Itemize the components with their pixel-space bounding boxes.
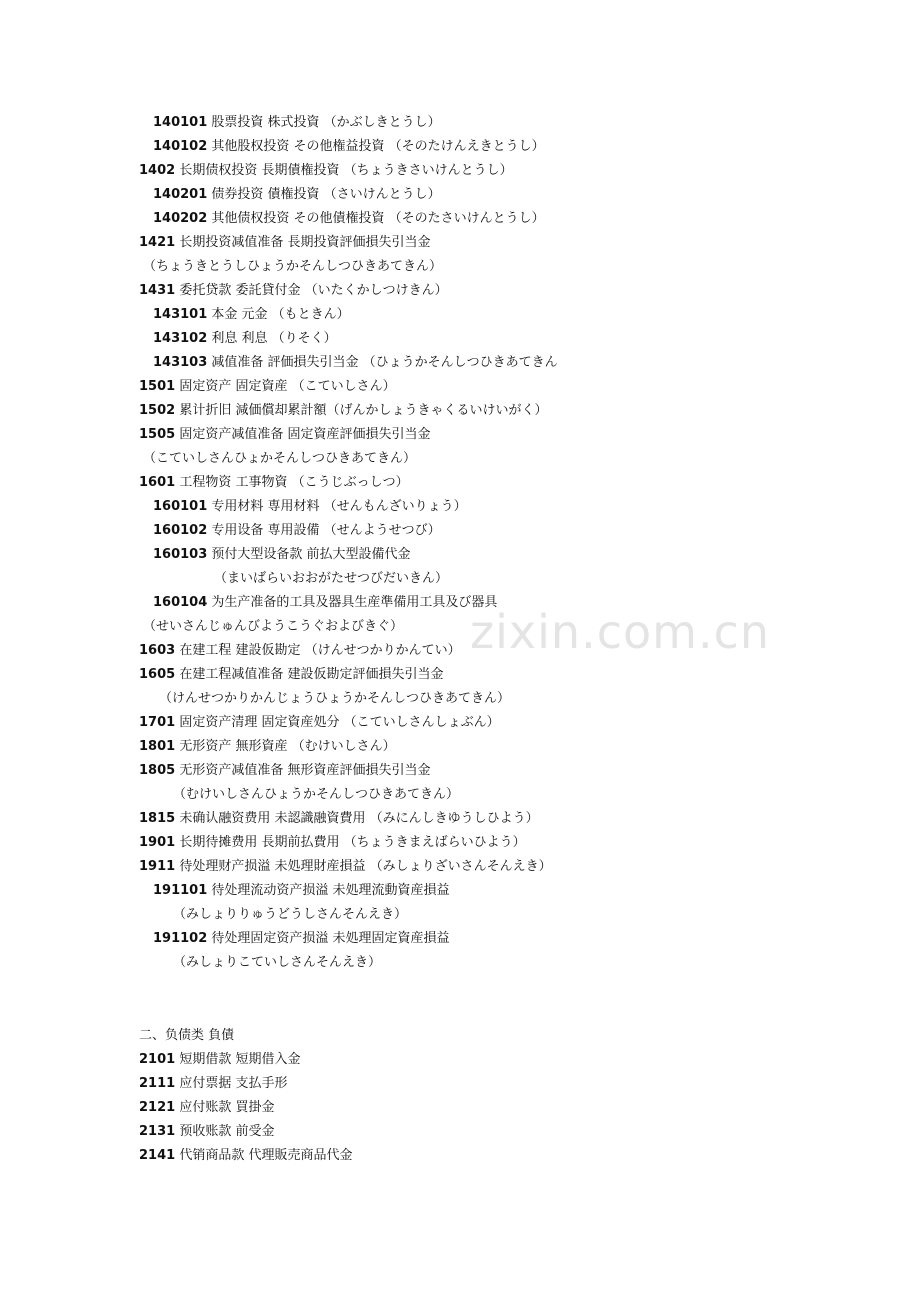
account-line-2101 (139, 1049, 300, 1071)
account-code: 2141 (139, 1148, 176, 1163)
account-text: 债券投资 債権投資 （さいけんとうし） (207, 187, 441, 202)
account-text: 利息 利息 （りそく） (207, 331, 337, 346)
account-code: 143101 (153, 307, 208, 322)
account-line-1701 (139, 712, 500, 734)
account-text: 其他股权投资 その他権益投資 （そのたけんえきとうし） (207, 139, 545, 154)
account-text: 为生产准备的工具及器具生産準備用工具及び器具 (207, 595, 498, 610)
account-code: 1911 (139, 859, 176, 874)
account-text: 其他债权投资 その他債権投資 （そのたさいけんとうし） (207, 211, 545, 226)
account-text: 固定资产 固定資産 （こていしさん） (175, 379, 396, 394)
account-code: 140101 (153, 115, 208, 130)
reading-line (159, 688, 510, 710)
account-code: 1801 (139, 739, 176, 754)
account-code: 2121 (139, 1100, 176, 1115)
reading-text: （みしょりこていしさんそんえき） (173, 955, 382, 970)
account-text: 待处理流动资产损溢 未処理流動資産損益 (207, 883, 450, 898)
account-line-160101 (153, 496, 467, 518)
account-text: 代销商品款 代理販売商品代金 (175, 1148, 353, 1163)
account-code: 160101 (153, 499, 208, 514)
account-line-191102 (153, 928, 450, 950)
watermark: zixin.com.cn (470, 605, 771, 659)
account-line-140201 (153, 184, 441, 206)
account-text: 减值准备 評価損失引当金 （ひょうかそんしつひきあてきん (207, 355, 558, 370)
account-text: 长期投资减值准备 長期投資評価損失引当金 (175, 235, 431, 250)
account-code: 160102 (153, 523, 208, 538)
account-line-1605 (139, 664, 443, 686)
account-code: 2131 (139, 1124, 176, 1139)
account-text: 预付大型设备款 前払大型設備代金 (207, 547, 411, 562)
account-text: 专用设备 専用設備 （せんようせつび） (207, 523, 441, 538)
account-code: 1701 (139, 715, 176, 730)
account-line-1502 (139, 400, 547, 422)
account-code: 1605 (139, 667, 176, 682)
account-text: 本金 元金 （もときん） (207, 307, 350, 322)
account-code: 1805 (139, 763, 176, 778)
account-code: 191102 (153, 931, 208, 946)
account-text: 累计折旧 減価償却累計額（げんかしょうきゃくるいけいがく） (175, 403, 548, 418)
account-line-143101 (153, 304, 350, 326)
account-text: 股票投資 株式投資 （かぶしきとうし） (207, 115, 441, 130)
section-title-text: 二、负债类 負債 (139, 1028, 235, 1043)
account-line-1801 (139, 736, 396, 758)
reading-line (173, 904, 407, 926)
account-text: 未确认融资费用 未認識融資費用 （みにんしきゆうしひよう） (175, 811, 539, 826)
account-code: 143103 (153, 355, 208, 370)
account-text: 固定资产减值准备 固定資産評価損失引当金 (175, 427, 431, 442)
account-text: 在建工程 建設仮勘定 （けんせつかりかんてい） (175, 643, 461, 658)
account-code: 160103 (153, 547, 208, 562)
reading-text: （こていしさんひょかそんしつひきあてきん） (143, 451, 417, 466)
account-code: 2111 (139, 1076, 176, 1091)
account-line-160102 (153, 520, 441, 542)
account-code: 1815 (139, 811, 176, 826)
account-code: 140202 (153, 211, 208, 226)
account-code: 2101 (139, 1052, 176, 1067)
account-line-1402 (139, 160, 513, 182)
account-text: 短期借款 短期借入金 (175, 1052, 301, 1067)
account-line-140102 (153, 136, 545, 158)
section-title-liabilities (139, 1025, 234, 1047)
reading-line (173, 952, 381, 974)
account-line-160104 (153, 592, 497, 614)
account-text: 在建工程减值准备 建設仮勘定評価損失引当金 (175, 667, 444, 682)
reading-text: （せいさんじゅんびようこうぐおよびきぐ） (143, 619, 404, 634)
account-text: 应付票据 支払手形 (175, 1076, 288, 1091)
account-text: 无形资产减值准备 無形資産評価損失引当金 (175, 763, 431, 778)
reading-line (214, 568, 448, 590)
account-line-1505 (139, 424, 430, 446)
account-line-160103 (153, 544, 411, 566)
account-line-1603 (139, 640, 461, 662)
reading-line (173, 784, 459, 806)
account-line-2141 (139, 1145, 352, 1167)
account-line-1421 (139, 232, 430, 254)
account-code: 1502 (139, 403, 176, 418)
account-code: 1901 (139, 835, 176, 850)
account-code: 1431 (139, 283, 176, 298)
reading-text: （けんせつかりかんじょうひょうかそんしつひきあてきん） (159, 691, 511, 706)
account-line-140202 (153, 208, 545, 230)
account-line-191101 (153, 880, 450, 902)
account-code: 143102 (153, 331, 208, 346)
account-text: 预收账款 前受金 (175, 1124, 275, 1139)
account-line-1911 (139, 856, 552, 878)
account-code: 140201 (153, 187, 208, 202)
account-code: 191101 (153, 883, 208, 898)
account-text: 长期待摊费用 長期前払費用 （ちょうきまえばらいひよう） (175, 835, 526, 850)
account-line-2111 (139, 1073, 287, 1095)
account-text: 长期债权投资 長期債権投資 （ちょうきさいけんとうし） (175, 163, 513, 178)
account-text: 专用材料 専用材料 （せんもんざいりょう） (207, 499, 467, 514)
account-code: 1501 (139, 379, 176, 394)
account-line-2131 (139, 1121, 274, 1143)
account-text: 应付账款 買掛金 (175, 1100, 275, 1115)
account-line-1901 (139, 832, 526, 854)
account-line-1431 (139, 280, 448, 302)
account-line-143102 (153, 328, 337, 350)
account-line-1601 (139, 472, 409, 494)
account-text: 待处理固定资产损溢 未処理固定資産損益 (207, 931, 450, 946)
account-code: 140102 (153, 139, 208, 154)
reading-line (143, 256, 442, 278)
account-text: 固定资产清理 固定資産処分 （こていしさんしょぶん） (175, 715, 500, 730)
account-line-143103 (153, 352, 558, 374)
account-text: 委托贷款 委託貸付金 （いたくかしつけきん） (175, 283, 448, 298)
account-code: 1603 (139, 643, 176, 658)
account-code: 160104 (153, 595, 208, 610)
account-code: 1421 (139, 235, 176, 250)
reading-line (143, 616, 403, 638)
account-code: 1505 (139, 427, 176, 442)
reading-text: （まいばらいおおがたせつびだいきん） (214, 571, 449, 586)
account-line-1815 (139, 808, 539, 830)
account-code: 1402 (139, 163, 176, 178)
account-line-1805 (139, 760, 430, 782)
reading-text: （みしょりりゅうどうしさんそんえき） (173, 907, 408, 922)
account-text: 无形资产 無形資産 （むけいしさん） (175, 739, 396, 754)
reading-text: （ちょうきとうしひょうかそんしつひきあてきん） (143, 259, 443, 274)
reading-text: （むけいしさんひょうかそんしつひきあてきん） (173, 787, 460, 802)
account-text: 待处理财产损溢 未処理財産損益 （みしょりざいさんそんえき） (175, 859, 552, 874)
account-line-1501 (139, 376, 396, 398)
account-code: 1601 (139, 475, 176, 490)
account-line-2121 (139, 1097, 274, 1119)
account-line-140101 (153, 112, 441, 134)
reading-line (143, 448, 416, 470)
account-text: 工程物资 工事物資 （こうじぶっしつ） (175, 475, 409, 490)
